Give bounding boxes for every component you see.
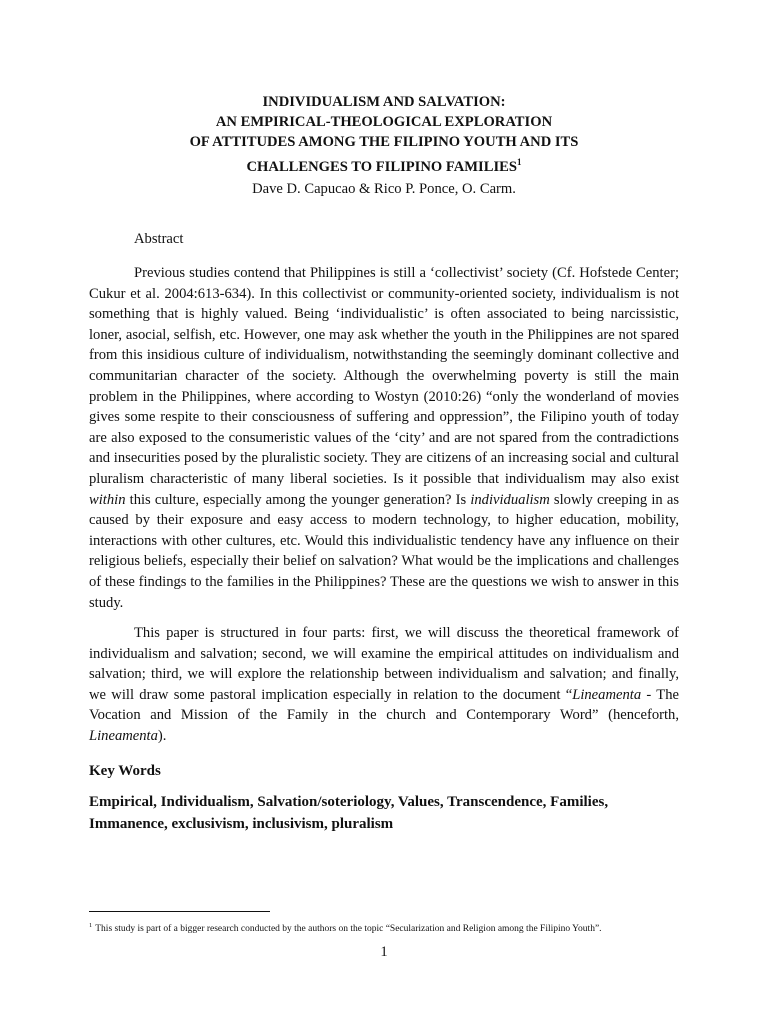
title-line-2: AN EMPIRICAL-THEOLOGICAL EXPLORATION (215, 114, 553, 130)
footnote-text: This study is part of a bigger research conducted by the authors on the topic “Secularization and Religion among the Filipino Youth”. (95, 924, 602, 935)
title-line-3: OF ATTITUDES AMONG THE FILIPINO YOUTH AND ITS (189, 134, 579, 150)
title-footnote-mark: 1 (516, 157, 522, 167)
paper-title (0, 92, 768, 177)
para1-text-c: slowly creeping in as caused by their exposure and easy access to modern technology, to higher education, mobility, interactions with other cultures, etc. Would this individualistic tendency have any influence on their religious beliefs, especially their belief on salvation? What would be the implications and challenges of these findings to the families in the Philippines? These are the questions we wish to answer in this study. (89, 491, 679, 611)
title-line-1: INDIVIDUALISM AND SALVATION: (262, 94, 506, 110)
authors: Dave D. Capucao & Rico P. Ponce, O. Carm. (252, 181, 516, 197)
footnote-mark: 1 (89, 922, 93, 929)
para2-text-b: - The Vocation and Mission of the Family in the church and Contemporary Word” (henceforth, (89, 686, 679, 724)
para2-text-a: This paper is structured in four parts: first, we will discuss the theoretical framework of individualism and salvation; second, we will examine the empirical attitudes on individualism and salvation; third, we will explore the relationship between individualism and salvation; and finally, we will draw some pastoral implication especially in relation to the document “ (89, 625, 679, 703)
footnote-divider (89, 911, 270, 912)
page-number: 1 (380, 944, 388, 960)
keywords-line-2: Immanence, exclusivism, inclusivism, pluralism (89, 815, 394, 832)
footnote (89, 920, 602, 935)
abstract-heading: Abstract (134, 231, 184, 247)
para2-italic-lineamenta: Lineamenta (572, 686, 642, 703)
title-line-4-text: CHALLENGES TO FILIPINO FAMILIES (246, 158, 517, 175)
para2-italic-lineamenta-2: Lineamenta (89, 727, 158, 744)
keywords-heading: Key Words (89, 763, 161, 779)
keywords-list (89, 792, 709, 835)
para1-italic-within: within (89, 491, 126, 508)
abstract-paragraph-1 (89, 263, 679, 613)
abstract-paragraph-2 (89, 623, 679, 747)
para1-italic-individualism: individualism (470, 491, 550, 508)
para1-text-a: Previous studies contend that Philippines is still a ‘collectivist’ society (Cf. Hofstede Center; Cukur et al. 2004:613-634). In this collectivist or community-oriented society, individualism is not something that is highly valued. Being ‘individualistic’ is often associated to being narcissistic, loner, asocial, selfish, etc. However, one may ask whether the youth in the Philippines are not spared from this insidious culture of individualism, notwithstanding the seemingly dominant collective and communitarian character of the society. Although the overwhelming poverty is still the main problem in the Philippines, where according to Wostyn (2010:26) “only the wonderland of movies gives some respite to their consciousness of suffering and oppression”, the Filipino youth of today are also exposed to the consumeristic values of the ‘city’ and are not spared from the contradictions and insecurities posed by the pluralistic society. They are citizens of an increasing social and cultural pluralism characteristic of many liberal societies. Is it possible that individualism may also exist (89, 265, 679, 487)
para1-text-b: this culture, especially among the younger generation? Is (125, 491, 471, 508)
title-line-4 (0, 152, 768, 177)
keywords-line-1: Empirical, Individualism, Salvation/soteriology, Values, Transcendence, Families, (89, 794, 609, 810)
para2-text-c: ). (157, 727, 167, 744)
